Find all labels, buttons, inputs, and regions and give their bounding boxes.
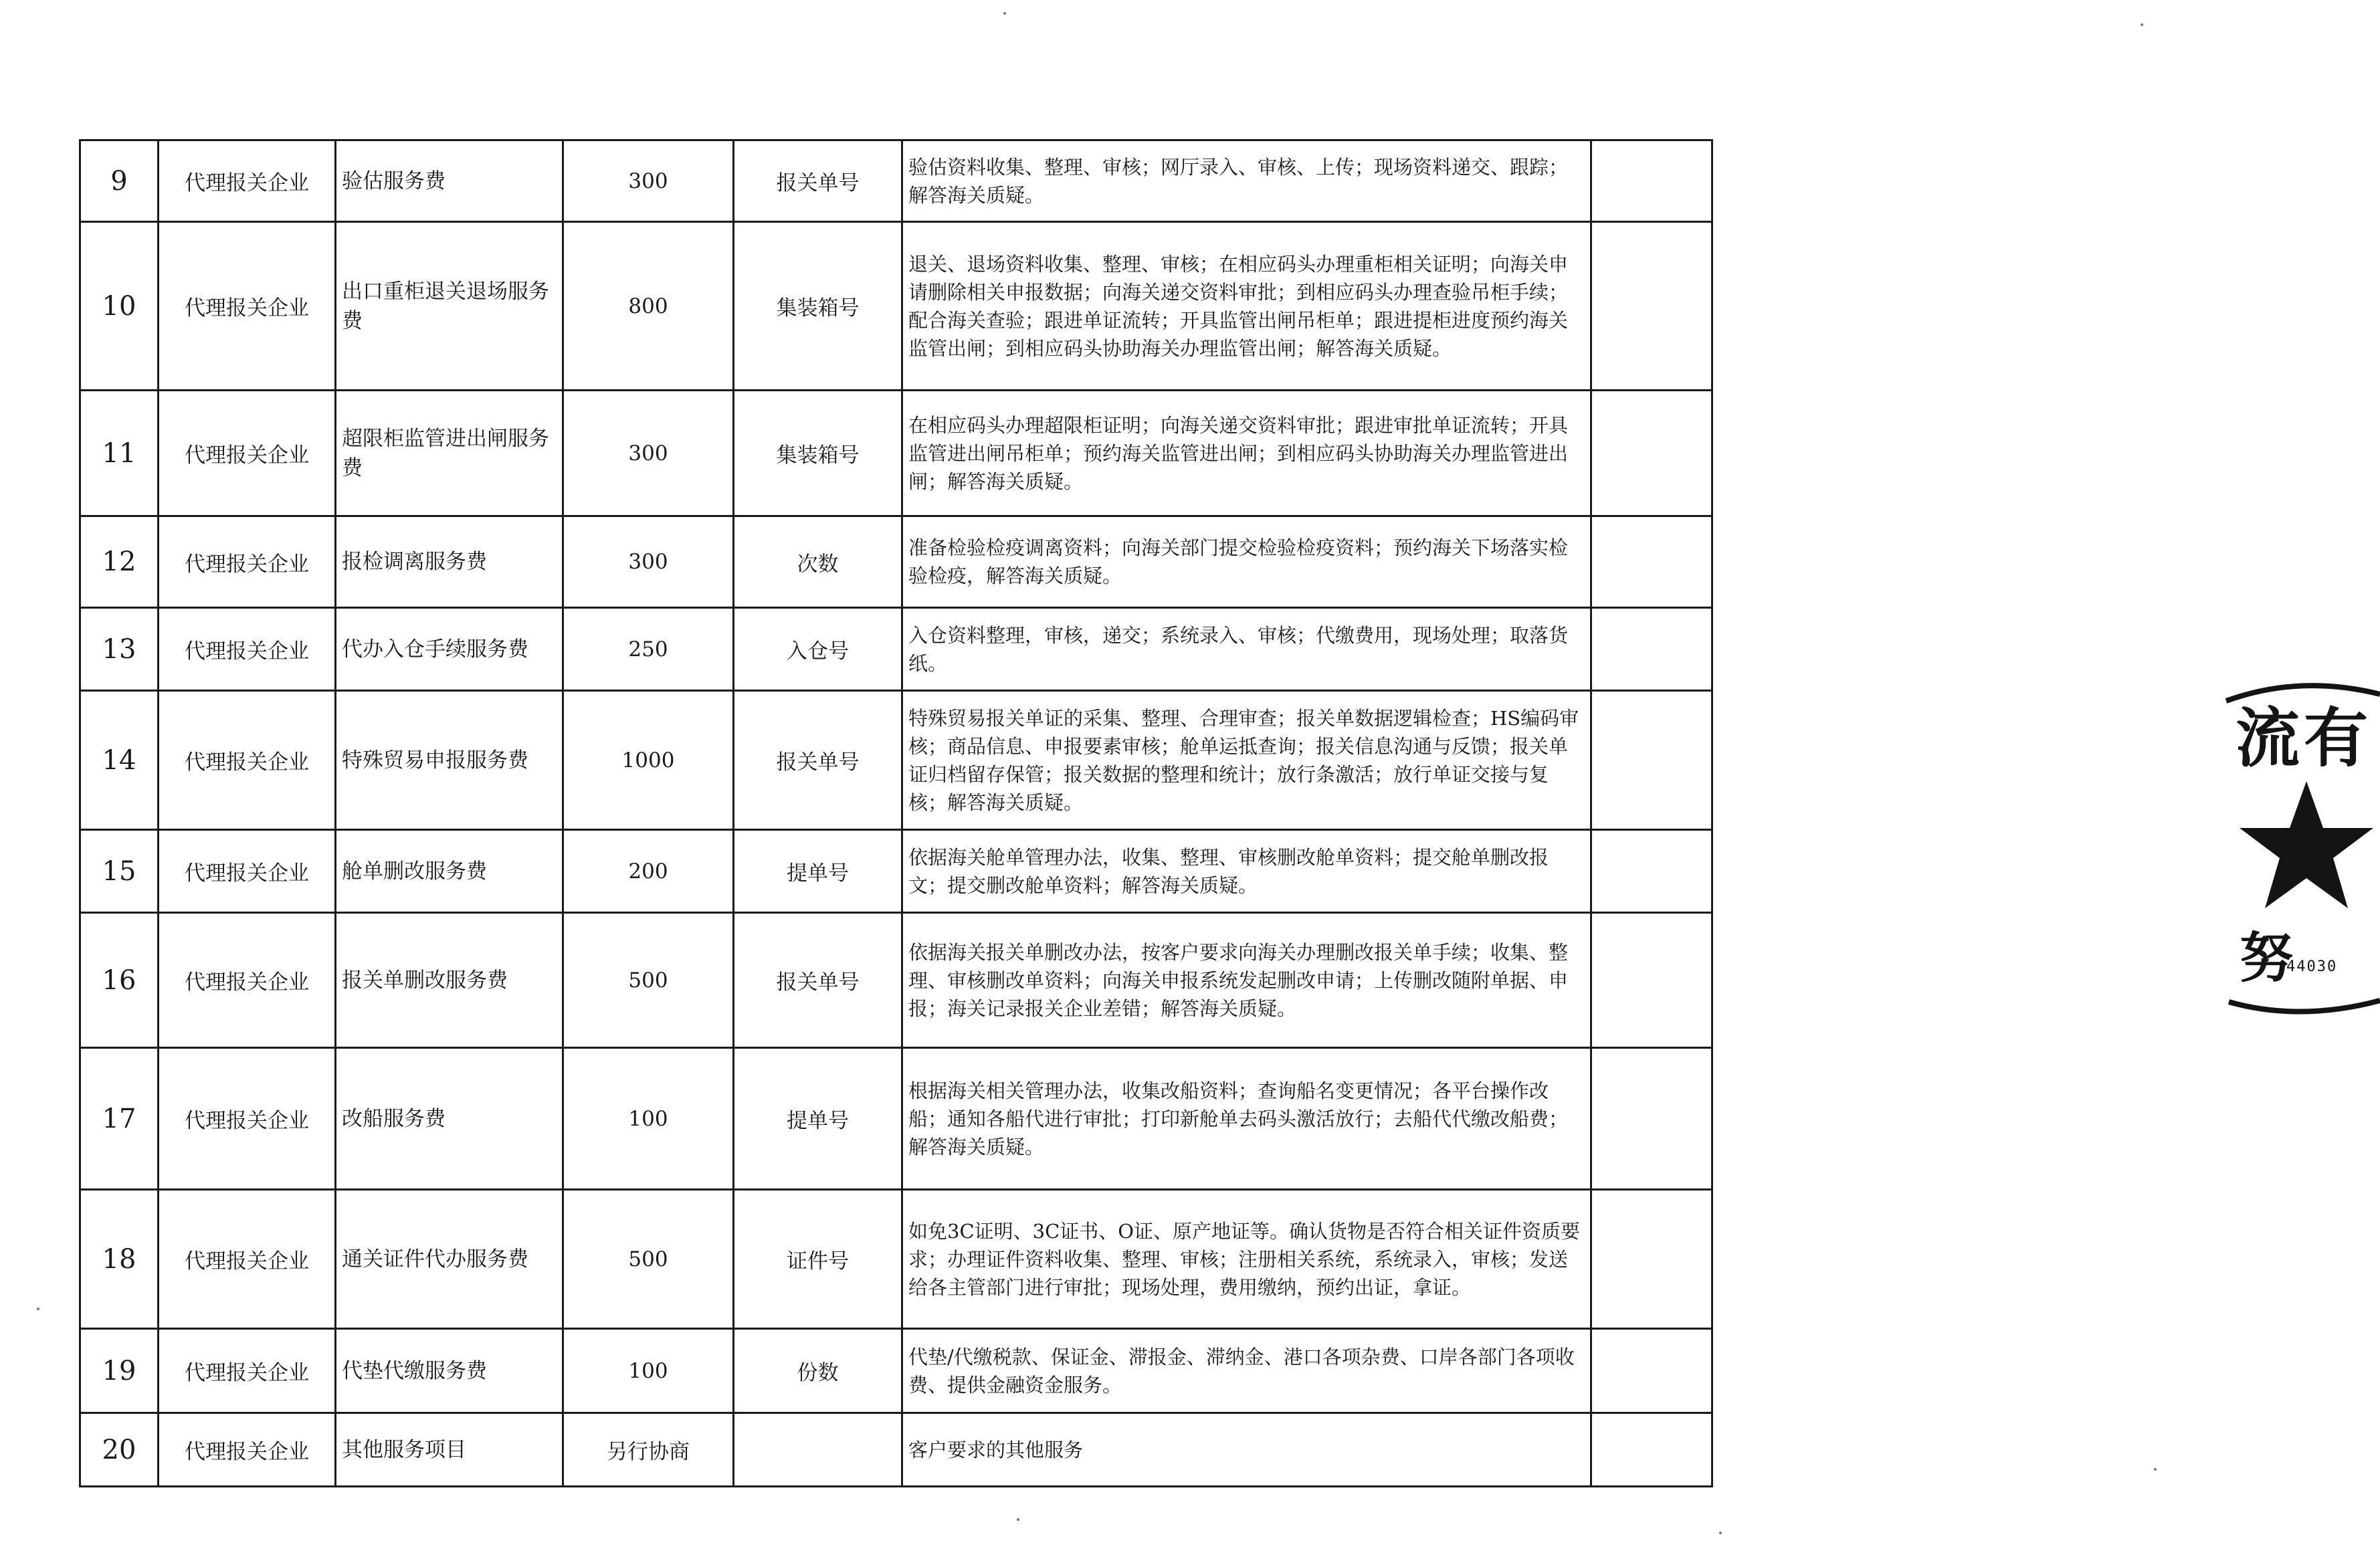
scan-speck xyxy=(1003,12,1006,15)
row-number-cell: 11 xyxy=(80,391,159,516)
table-row xyxy=(80,1329,1712,1413)
enterprise-type-cell: 代理报关企业 xyxy=(159,1048,336,1190)
table-row xyxy=(80,516,1712,608)
service-item-cell: 舱单删改服务费 xyxy=(336,830,563,913)
remark-cell xyxy=(1591,1329,1712,1413)
charging-unit-cell: 提单号 xyxy=(734,1048,902,1190)
enterprise-type-cell: 代理报关企业 xyxy=(159,222,336,391)
seal-mark: 努 xyxy=(2240,926,2293,989)
service-description-cell: 在相应码头办理超限柜证明；向海关递交资料审批；跟进审批单证流转；开具监管进出闸吊柜单；预约海关监管进出闸；到相应码头协助海关办理监管进出闸；解答海关质疑。 xyxy=(902,391,1591,516)
fee-cell: 200 xyxy=(563,830,734,913)
charging-unit-cell xyxy=(734,1413,902,1487)
fee-cell: 250 xyxy=(563,608,734,691)
remark-cell xyxy=(1591,1413,1712,1487)
remark-cell xyxy=(1591,691,1712,830)
fee-cell: 100 xyxy=(563,1048,734,1190)
enterprise-type-cell: 代理报关企业 xyxy=(159,391,336,516)
table-row xyxy=(80,830,1712,913)
table-row xyxy=(80,1048,1712,1190)
table-row xyxy=(80,140,1712,222)
row-number-cell: 18 xyxy=(80,1190,159,1329)
charging-unit-cell: 提单号 xyxy=(734,830,902,913)
scan-speck xyxy=(1017,1518,1019,1521)
enterprise-type-cell: 代理报关企业 xyxy=(159,830,336,913)
row-number-cell: 20 xyxy=(80,1413,159,1487)
row-number-cell: 13 xyxy=(80,608,159,691)
service-item-cell: 特殊贸易申报服务费 xyxy=(336,691,563,830)
service-description-cell: 准备检验检疫调离资料；向海关部门提交检验检疫资料；预约海关下场落实检验检疫，解答海关质疑。 xyxy=(902,516,1591,608)
scan-speck xyxy=(1719,1532,1722,1534)
enterprise-type-cell: 代理报关企业 xyxy=(159,140,336,222)
seal-code: 44030 xyxy=(2286,958,2338,975)
charging-unit-cell: 报关单号 xyxy=(734,913,902,1048)
service-description-cell: 验估资料收集、整理、审核；网厅录入、审核、上传；现场资料递交、跟踪；解答海关质疑。 xyxy=(902,140,1591,222)
enterprise-type-cell: 代理报关企业 xyxy=(159,691,336,830)
charging-unit-cell: 报关单号 xyxy=(734,140,902,222)
service-item-cell: 改船服务费 xyxy=(336,1048,563,1190)
enterprise-type-cell: 代理报关企业 xyxy=(159,1190,336,1329)
enterprise-type-cell: 代理报关企业 xyxy=(159,913,336,1048)
charging-unit-cell: 集装箱号 xyxy=(734,222,902,391)
row-number-cell: 10 xyxy=(80,222,159,391)
service-item-cell: 代垫代缴服务费 xyxy=(336,1329,563,1413)
row-number-cell: 14 xyxy=(80,691,159,830)
remark-cell xyxy=(1591,140,1712,222)
table-row xyxy=(80,691,1712,830)
table-row xyxy=(80,608,1712,691)
service-item-cell: 超限柜监管进出闸服务费 xyxy=(336,391,563,516)
charging-unit-cell: 次数 xyxy=(734,516,902,608)
row-number-cell: 17 xyxy=(80,1048,159,1190)
scan-speck xyxy=(2154,1468,2157,1471)
fee-table xyxy=(79,139,1713,1487)
fee-cell: 300 xyxy=(563,391,734,516)
fee-cell: 100 xyxy=(563,1329,734,1413)
service-description-cell: 依据海关舱单管理办法，收集、整理、审核删改舱单资料；提交舱单删改报文；提交删改舱单资料；解答海关质疑。 xyxy=(902,830,1591,913)
row-number-cell: 19 xyxy=(80,1329,159,1413)
row-number-cell: 15 xyxy=(80,830,159,913)
service-item-cell: 报关单删改服务费 xyxy=(336,913,563,1048)
service-description-cell: 退关、退场资料收集、整理、审核；在相应码头办理重柜相关证明；向海关申请删除相关申报数据；向海关递交资料审批；到相应码头办理查验吊柜手续；配合海关查验；跟进单证流转；开具监管出闸吊柜单；跟进提柜进度预约海关监管出闸；到相应码头协助海关办理监管出闸；解答海关质疑。 xyxy=(902,222,1591,391)
seal-text: 流有 xyxy=(2236,700,2372,776)
service-description-cell: 入仓资料整理，审核，递交；系统录入、审核；代缴费用，现场处理；取落货纸。 xyxy=(902,608,1591,691)
fee-cell: 1000 xyxy=(563,691,734,830)
service-description-cell: 根据海关相关管理办法，收集改船资料；查询船名变更情况；各平台操作改船；通知各船代进行审批；打印新舱单去码头激活放行；去船代代缴改船费；解答海关质疑。 xyxy=(902,1048,1591,1190)
enterprise-type-cell: 代理报关企业 xyxy=(159,516,336,608)
service-item-cell: 其他服务项目 xyxy=(336,1413,563,1487)
charging-unit-cell: 集装箱号 xyxy=(734,391,902,516)
enterprise-type-cell: 代理报关企业 xyxy=(159,1413,336,1487)
service-description-cell: 客户要求的其他服务 xyxy=(902,1413,1591,1487)
remark-cell xyxy=(1591,608,1712,691)
remark-cell xyxy=(1591,1048,1712,1190)
remark-cell xyxy=(1591,1190,1712,1329)
company-seal xyxy=(2219,674,2380,1022)
star-icon xyxy=(2233,774,2380,922)
row-number-cell: 9 xyxy=(80,140,159,222)
service-item-cell: 通关证件代办服务费 xyxy=(336,1190,563,1329)
fee-table-body xyxy=(80,140,1712,1487)
remark-cell xyxy=(1591,913,1712,1048)
remark-cell xyxy=(1591,391,1712,516)
charging-unit-cell: 入仓号 xyxy=(734,608,902,691)
fee-cell: 500 xyxy=(563,1190,734,1329)
remark-cell xyxy=(1591,516,1712,608)
table-row xyxy=(80,913,1712,1048)
scan-speck xyxy=(37,1308,39,1310)
service-description-cell: 特殊贸易报关单证的采集、整理、合理审查；报关单数据逻辑检查；HS编码审核；商品信息、申报要素审核；舱单运抵查询；报关信息沟通与反馈；报关单证归档留存保管；报关数据的整理和统计；放行条激活；放行单证交接与复核；解答海关质疑。 xyxy=(902,691,1591,830)
fee-cell: 300 xyxy=(563,140,734,222)
enterprise-type-cell: 代理报关企业 xyxy=(159,608,336,691)
service-item-cell: 代办入仓手续服务费 xyxy=(336,608,563,691)
service-description-cell: 代垫/代缴税款、保证金、滞报金、滞纳金、港口各项杂费、口岸各部门各项收费、提供金融资金服务。 xyxy=(902,1329,1591,1413)
fee-cell: 500 xyxy=(563,913,734,1048)
fee-cell: 800 xyxy=(563,222,734,391)
service-item-cell: 报检调离服务费 xyxy=(336,516,563,608)
enterprise-type-cell: 代理报关企业 xyxy=(159,1329,336,1413)
table-row xyxy=(80,391,1712,516)
remark-cell xyxy=(1591,830,1712,913)
row-number-cell: 12 xyxy=(80,516,159,608)
charging-unit-cell: 份数 xyxy=(734,1329,902,1413)
fee-cell: 另行协商 xyxy=(563,1413,734,1487)
service-item-cell: 验估服务费 xyxy=(336,140,563,222)
remark-cell xyxy=(1591,222,1712,391)
scan-speck xyxy=(2141,23,2143,26)
charging-unit-cell: 报关单号 xyxy=(734,691,902,830)
service-description-cell: 如免3C证明、3C证书、O证、原产地证等。确认货物是否符合相关证件资质要求；办理证件资料收集、整理、审核；注册相关系统，系统录入，审核；发送给各主管部门进行审批；现场处理，费用缴纳，预约出证，拿证。 xyxy=(902,1190,1591,1329)
table-row xyxy=(80,222,1712,391)
row-number-cell: 16 xyxy=(80,913,159,1048)
table-row xyxy=(80,1190,1712,1329)
charging-unit-cell: 证件号 xyxy=(734,1190,902,1329)
fee-cell: 300 xyxy=(563,516,734,608)
service-item-cell: 出口重柜退关退场服务费 xyxy=(336,222,563,391)
service-description-cell: 依据海关报关单删改办法，按客户要求向海关办理删改报关单手续；收集、整理、审核删改单资料；向海关申报系统发起删改申请；上传删改随附单据、申报；海关记录报关企业差错；解答海关质疑。 xyxy=(902,913,1591,1048)
table-row xyxy=(80,1413,1712,1487)
